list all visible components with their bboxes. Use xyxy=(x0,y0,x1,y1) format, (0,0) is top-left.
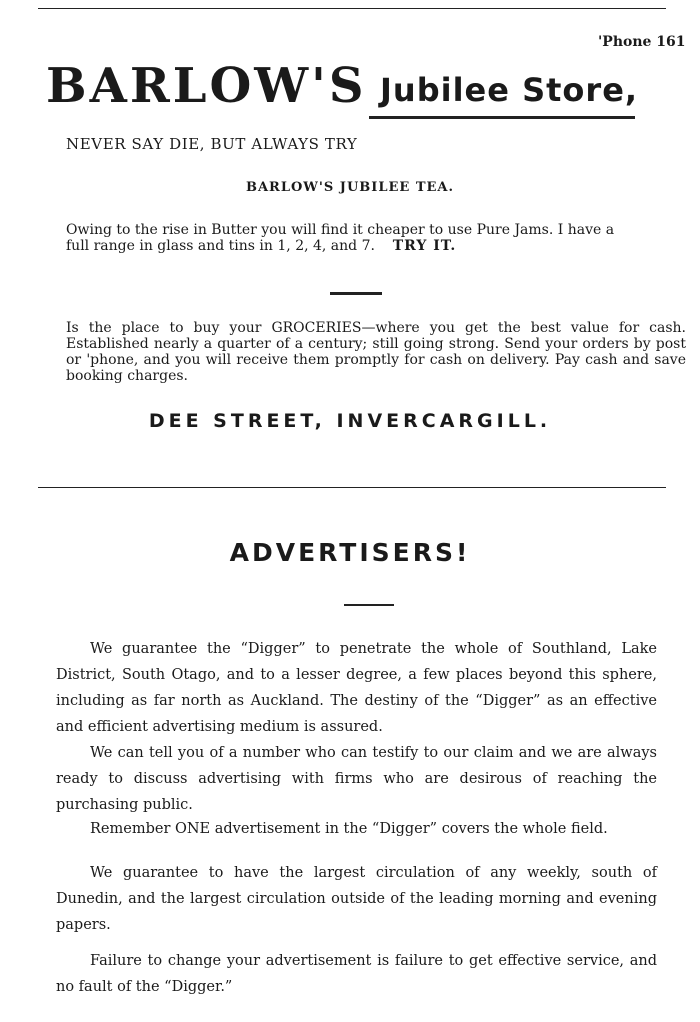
notice-paragraph xyxy=(56,816,657,842)
brand-name: BARLOW'S xyxy=(46,58,367,114)
paragraph-text: We guarantee the “Digger” to penetrate the whole of Southland, Lake District, South Otago, and to a lesser degree, a few places beyond this sphere, including as far north as Auckland. The destiny of the “Digger” as an effective and efficient advertising medium is assured. xyxy=(56,641,657,735)
notice-paragraph xyxy=(56,948,657,1000)
store-name: Jubilee Store, xyxy=(380,71,639,109)
section-dash xyxy=(330,292,382,295)
groceries-paragraph: Is the place to buy your GROCERIES—where you get the best value for cash. Established nearly a quarter of a century; still going strong. Send your orders by post or 'phone, and you will receive them promptly for cash on delivery. Pay cash and save booking charges. xyxy=(66,320,686,384)
jams-paragraph xyxy=(66,222,636,254)
notice-paragraph xyxy=(56,860,657,938)
phone-number: 'Phone 161 xyxy=(598,34,686,50)
paragraph-text: We can tell you of a number who can testify to our claim and we are always ready to discuss advertising with firms who are desirous of reaching the purchasing public. xyxy=(56,745,657,813)
title-dash xyxy=(344,604,394,606)
notice-paragraph xyxy=(56,636,657,740)
top-border-rule xyxy=(38,8,666,9)
tea-heading: BARLOW'S JUBILEE TEA. xyxy=(245,180,455,195)
try-it: TRY IT. xyxy=(392,238,457,254)
advertisers-title: ADVERTISERS! xyxy=(229,538,471,567)
paragraph-text: Remember ONE advertisement in the “Digger” covers the whole field. xyxy=(90,821,608,837)
store-underline xyxy=(369,116,635,119)
jams-text: Owing to the rise in Butter you will find it cheaper to use Pure Jams. I have a full range in glass and tins in 1, 2, 4, and 7. xyxy=(66,222,615,254)
store-address: DEE STREET, INVERCARGILL. xyxy=(148,410,552,432)
notice-paragraph xyxy=(56,740,657,818)
paragraph-text: Failure to change your advertisement is failure to get effective service, and no fault of the “Digger.” xyxy=(56,953,657,995)
paragraph-text: We guarantee to have the largest circulation of any weekly, south of Dunedin, and the largest circulation outside of the leading morning and evening papers. xyxy=(56,865,657,933)
motto: NEVER SAY DIE, BUT ALWAYS TRY xyxy=(66,135,358,153)
section-divider xyxy=(38,487,666,488)
